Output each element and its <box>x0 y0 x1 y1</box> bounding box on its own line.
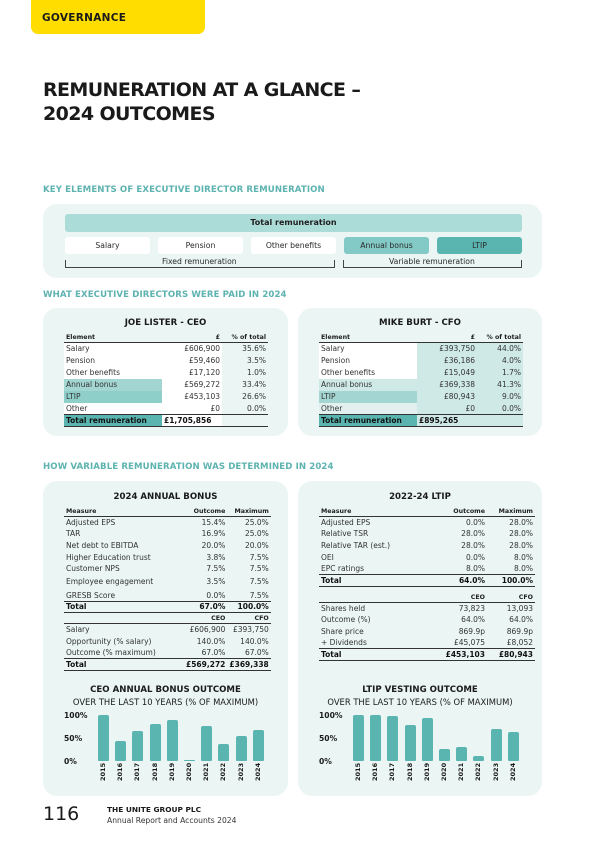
cell: 13,093 <box>506 604 533 614</box>
cell: £80,943 <box>417 391 477 403</box>
cell: Other <box>64 403 162 415</box>
bar <box>98 715 109 761</box>
cell: £1,705,856 <box>162 415 222 427</box>
cell: 64.0% <box>461 615 485 625</box>
bar <box>422 718 433 761</box>
cell: 1.0% <box>246 368 266 377</box>
fixed-remuneration-label: Fixed remuneration <box>150 257 249 266</box>
cell: 100.0% <box>227 601 270 613</box>
cell: Adjusted EPS <box>321 518 371 528</box>
cell: £8,052 <box>506 638 533 648</box>
cell: Salary <box>66 625 90 635</box>
x-axis-label: 2020 <box>440 762 448 781</box>
y-axis-label: 0% <box>319 757 332 766</box>
cfo-pay-table <box>319 332 523 427</box>
ceo-pay-panel <box>43 308 288 436</box>
bar <box>167 720 178 761</box>
cell: Other benefits <box>319 367 417 379</box>
cell: 0.0% <box>465 552 485 562</box>
cell <box>477 415 523 427</box>
page-number: 116 <box>43 803 80 825</box>
cell: 3.5% <box>206 577 226 587</box>
table-row <box>319 379 523 391</box>
cell: 35.6% <box>242 344 266 354</box>
cell: 7.5% <box>249 552 269 562</box>
ltip-panel <box>298 481 542 796</box>
ltip-title: 2022-24 LTIP <box>389 492 451 502</box>
y-axis-label: 50% <box>64 734 83 743</box>
cell: Total <box>319 649 439 661</box>
bar <box>456 747 467 761</box>
x-axis-label: 2024 <box>508 762 517 781</box>
cell: 20.0% <box>201 540 226 550</box>
y-axis-label: 100% <box>64 711 88 720</box>
cell: £393,750 <box>417 343 477 355</box>
cell: £0 <box>417 403 477 415</box>
cell: 140.0% <box>196 636 226 646</box>
cell: 0.0% <box>246 403 266 413</box>
cell: £895,265 <box>417 415 477 427</box>
cell: 8.0% <box>513 563 533 573</box>
x-axis-label: 2018 <box>150 762 159 781</box>
cell: £606,900 <box>189 625 226 635</box>
cell: 0.0% <box>477 403 523 415</box>
x-axis-label: 2023 <box>236 762 245 781</box>
total-row <box>319 415 523 427</box>
table-row <box>319 343 523 355</box>
table-row <box>64 355 268 367</box>
bar <box>473 756 484 761</box>
table-row <box>64 343 268 355</box>
cell: 28.0% <box>509 529 533 539</box>
bar <box>132 731 143 761</box>
x-axis-label: 2022 <box>219 762 228 781</box>
ceo-bonus-chart <box>43 481 288 796</box>
cell: Net debt to EBITDA <box>66 540 139 550</box>
cell: 8.0% <box>465 563 485 573</box>
cell: £569,272 <box>162 379 222 391</box>
cell: Relative TAR (est.) <box>321 540 391 550</box>
cell: £606,900 <box>162 343 222 355</box>
col-header: Maximum <box>227 506 270 517</box>
table-row <box>64 391 268 403</box>
chip-salary: Salary <box>65 237 150 254</box>
cell: 64.0% <box>509 615 533 625</box>
cell: 15.4% <box>201 518 226 528</box>
cell: 4.0% <box>477 355 523 367</box>
cell: Relative TSR <box>321 529 369 539</box>
cell: 28.0% <box>509 540 533 550</box>
table-row <box>319 391 523 403</box>
cell: TAR <box>66 529 81 539</box>
x-axis-label: 2022 <box>474 762 483 781</box>
cell: 28.0% <box>461 529 485 539</box>
cell: 16.9% <box>201 529 226 539</box>
x-axis-label: 2016 <box>371 762 380 781</box>
cell: 44.0% <box>477 343 523 355</box>
footer-report: Annual Report and Accounts 2024 <box>107 816 237 825</box>
cfo-pay-title: MIKE BURT - CFO <box>379 318 461 328</box>
chip-ltip: LTIP <box>437 237 522 254</box>
ceo-bonus-chart-title: CEO ANNUAL BONUS OUTCOME <box>90 685 241 695</box>
footer-company: THE UNITE GROUP PLC <box>107 805 202 814</box>
col-header: Measure <box>64 506 184 517</box>
cell: Share price <box>321 627 364 637</box>
variable-remuneration-label: Variable remuneration <box>377 257 487 266</box>
cell: £453,103 <box>162 391 222 403</box>
bar <box>387 716 398 761</box>
cell: £369,338 <box>229 659 269 669</box>
ltip-chart-subtitle: OVER THE LAST 10 YEARS (% OF MAXIMUM) <box>327 697 513 707</box>
cell: 33.4% <box>242 380 266 389</box>
bar <box>150 724 161 761</box>
col-header: £ <box>162 332 222 343</box>
cell: 8.0% <box>513 552 533 562</box>
bar <box>184 760 195 761</box>
cell: 67.0% <box>184 601 227 613</box>
x-axis-label: 2019 <box>422 762 431 781</box>
x-axis-label: 2016 <box>116 762 125 781</box>
section-tag-label: GOVERNANCE <box>42 12 127 24</box>
cell: Annual bonus <box>64 379 162 391</box>
cell: GRESB Score <box>66 590 116 600</box>
table-row <box>319 355 523 367</box>
x-axis-label: 2017 <box>388 762 397 781</box>
annual-bonus-title: 2024 ANNUAL BONUS <box>113 492 218 502</box>
col-header: Outcome <box>439 506 487 517</box>
cell: Total <box>64 601 184 613</box>
total-remuneration-bar: Total remuneration <box>65 214 522 232</box>
cell: Annual bonus <box>319 379 417 391</box>
key-elements-heading: KEY ELEMENTS OF EXECUTIVE DIRECTOR REMUNERATION <box>43 185 325 195</box>
col-header: CFO <box>487 592 535 603</box>
cell: 25.0% <box>244 518 269 528</box>
variable-heading: HOW VARIABLE REMUNERATION WAS DETERMINED IN 2024 <box>43 462 334 472</box>
x-axis-label: 2024 <box>253 762 262 781</box>
cell: Customer NPS <box>66 564 120 574</box>
cell: £0 <box>162 403 222 415</box>
key-elements-panel <box>43 204 542 278</box>
cell: 0.0% <box>465 518 485 528</box>
bar <box>353 715 364 761</box>
cell <box>222 415 268 427</box>
cell: 7.5% <box>249 577 269 587</box>
section-tag <box>31 0 205 34</box>
table-row <box>319 367 523 379</box>
y-axis-label: 100% <box>319 711 343 720</box>
cell: 1.7% <box>477 367 523 379</box>
cfo-pay-panel <box>298 308 542 436</box>
cell: + Dividends <box>321 638 367 648</box>
table-row <box>64 367 268 379</box>
cell: Employee engagement <box>66 577 154 587</box>
ceo-bonus-chart-subtitle: OVER THE LAST 10 YEARS (% OF MAXIMUM) <box>72 697 259 707</box>
cell: £393,750 <box>232 625 269 635</box>
x-axis-label: 2021 <box>202 762 211 781</box>
col-header: £ <box>417 332 477 343</box>
cell: Opportunity (% salary) <box>66 636 152 646</box>
chip-annual-bonus: Annual bonus <box>344 237 429 254</box>
x-axis-label: 2015 <box>354 762 362 781</box>
x-axis-label: 2017 <box>133 762 142 781</box>
cell: Salary <box>64 343 162 355</box>
cell: Pension <box>64 355 162 367</box>
cell: 869.9p <box>506 627 533 637</box>
y-axis-label: 50% <box>319 734 338 743</box>
cell: 67.0% <box>244 647 269 657</box>
bar <box>218 744 229 761</box>
cell: 869.9p <box>458 627 485 637</box>
cell: £369,338 <box>417 379 477 391</box>
cell: Outcome (% maximum) <box>66 647 156 657</box>
x-axis-label: 2015 <box>99 762 107 781</box>
cell: £453,103 <box>439 649 487 661</box>
cell: £569,272 <box>186 659 226 669</box>
cell: 64.0% <box>439 574 487 586</box>
cell: 28.0% <box>509 518 533 528</box>
x-axis-label: 2023 <box>491 762 500 781</box>
chip-other-benefits: Other benefits <box>251 237 336 254</box>
cell: 7.5% <box>206 564 226 574</box>
ceo-pay-title: JOE LISTER - CEO <box>124 318 207 328</box>
cell: £17,120 <box>162 367 222 379</box>
title-line-2: 2024 OUTCOMES <box>43 103 215 125</box>
col-header: CEO <box>184 613 227 624</box>
cell: 3.8% <box>206 552 226 562</box>
cell: Other benefits <box>64 367 162 379</box>
cell: 0.0% <box>206 590 226 600</box>
x-axis-label: 2021 <box>457 762 466 781</box>
col-header: % of total <box>222 332 268 343</box>
bar <box>370 715 381 761</box>
cell: Salary <box>319 343 417 355</box>
title-line-1: REMUNERATION AT A GLANCE – <box>43 79 361 101</box>
cell: Total remuneration <box>64 415 162 427</box>
cell: 73,823 <box>458 604 485 614</box>
cell: EPC ratings <box>321 563 365 573</box>
cell: 100.0% <box>487 574 535 586</box>
cell: 41.3% <box>477 379 523 391</box>
cell: 28.0% <box>461 540 485 550</box>
page-title <box>43 78 443 126</box>
cell: Adjusted EPS <box>66 518 116 528</box>
table-row <box>319 403 523 415</box>
cell: 7.5% <box>249 564 269 574</box>
x-axis-label: 2018 <box>405 762 414 781</box>
y-axis-label: 0% <box>64 757 77 766</box>
col-header: Element <box>319 332 417 343</box>
cell: OEI <box>321 552 334 562</box>
annual-bonus-panel <box>43 481 288 796</box>
table-row <box>64 379 268 391</box>
cell: 140.0% <box>240 636 269 646</box>
ceo-pay-table <box>64 332 268 427</box>
cell: £36,186 <box>417 355 477 367</box>
col-header: Outcome <box>184 506 227 517</box>
x-axis-label: 2019 <box>167 762 176 781</box>
col-header: % of total <box>477 332 523 343</box>
total-row <box>64 415 268 427</box>
col-header: CFO <box>227 613 270 624</box>
cell: Total <box>319 574 439 586</box>
bar <box>201 726 212 761</box>
cell: Outcome (%) <box>321 615 371 625</box>
paid-heading: WHAT EXECUTIVE DIRECTORS WERE PAID IN 2024 <box>43 290 287 300</box>
cell: 9.0% <box>477 391 523 403</box>
bar <box>508 732 519 761</box>
cell: 26.6% <box>242 392 266 401</box>
cell: Other <box>319 403 417 415</box>
ltip-chart <box>298 481 542 796</box>
cell: £45,075 <box>453 638 485 648</box>
cell: LTIP <box>64 391 162 403</box>
cell: £15,049 <box>417 367 477 379</box>
ltip-chart-title: LTIP VESTING OUTCOME <box>362 685 478 695</box>
bar <box>253 730 264 761</box>
cell: Total remuneration <box>319 415 417 427</box>
cell: LTIP <box>319 391 417 403</box>
bar <box>439 749 450 761</box>
cell: Shares held <box>321 604 366 614</box>
cell: Pension <box>319 355 417 367</box>
cell: Total <box>64 658 184 670</box>
cell: £80,943 <box>487 649 535 661</box>
cell: 7.5% <box>249 590 269 600</box>
col-header: CEO <box>439 592 487 603</box>
col-header: Element <box>64 332 162 343</box>
chip-pension: Pension <box>158 237 243 254</box>
cell: 20.0% <box>244 540 269 550</box>
bar <box>236 736 247 761</box>
bar <box>405 725 416 761</box>
bar <box>115 741 126 761</box>
cell: 67.0% <box>201 647 226 657</box>
x-axis-label: 2020 <box>185 762 193 781</box>
cell: £59,460 <box>162 355 222 367</box>
cell: 3.5% <box>246 356 266 365</box>
col-header: Maximum <box>487 506 535 517</box>
table-row <box>64 403 268 415</box>
cell: 25.0% <box>244 529 269 539</box>
bar <box>491 729 502 761</box>
cell: Higher Education trust <box>66 552 151 562</box>
col-header: Measure <box>319 506 439 517</box>
